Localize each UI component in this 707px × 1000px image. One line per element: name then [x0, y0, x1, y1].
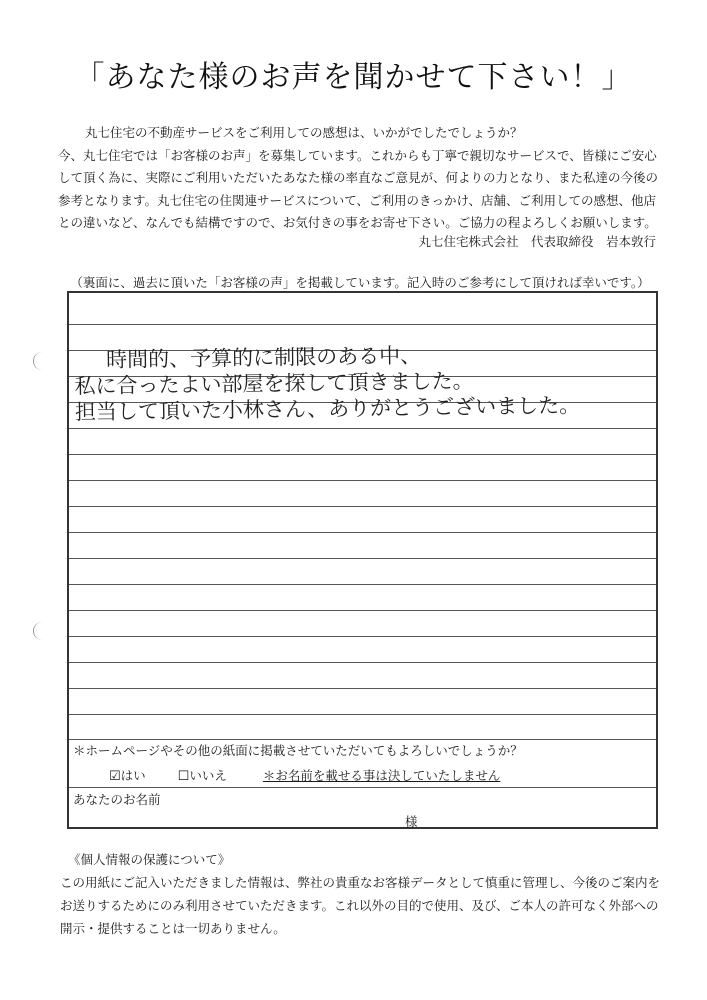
- writing-line: [69, 558, 656, 559]
- privacy-notice: [60, 848, 700, 940]
- writing-line: [69, 636, 656, 637]
- option-no[interactable]: [178, 766, 227, 784]
- option-yes-label: はい: [120, 768, 146, 783]
- writing-line: [69, 532, 656, 533]
- handwritten-comment[interactable]: [74, 340, 581, 425]
- writing-line: [69, 714, 656, 715]
- privacy-line: この用紙にご記入いただきました情報は、弊社の貴重なお客様データとして慎重に管理し、今後のご案内を: [60, 875, 661, 890]
- writing-line: [69, 506, 656, 507]
- name-honorific: 様: [405, 814, 418, 829]
- intro-line: 今、丸七住宅では「お客様のお声」を募集しています。これからも丁寧で親切なサービスで、皆様にご安心: [58, 147, 657, 163]
- option-no-label: いいえ: [189, 768, 227, 783]
- privacy-line: 開示・提供することは一切ありません。: [60, 921, 286, 936]
- writing-line: [69, 662, 656, 663]
- checked-checkbox-icon[interactable]: ☑: [109, 769, 121, 784]
- writing-line: [69, 454, 656, 455]
- punch-mark-bottom: [33, 622, 44, 640]
- privacy-line: お送りするためにのみ利用させていただきます。これ以外の目的で使用、及び、ご本人の許可なく外部への: [60, 898, 659, 913]
- intro-line: 丸七住宅の不動産サービスをご利用しての感想は、いかがでしたでしょうか？: [85, 125, 523, 140]
- writing-line: [69, 688, 656, 689]
- name-privacy-note: ＊お名前を載せる事は決していたしません: [262, 768, 501, 783]
- company-signature: 丸七住宅株式会社 代表取締役 岩本敦行: [418, 234, 656, 249]
- intro-line: 参考となります。丸七住宅の住関連サービスについて、ご利用のきっかけ、店舗、ご利用しての感想、他店: [58, 192, 657, 208]
- reference-note: （裏面に、過去に頂いた「お客様の声」を掲載しています。記入時のご参考にして頂ければ幸いです。）: [70, 275, 650, 290]
- writing-line: [69, 610, 656, 611]
- intro-line: との違いなど、なんでも結構ですので、お気付きの事をお寄せ下さい。ご協力の程よろしくお願いします。: [58, 215, 657, 231]
- intro-text: [58, 122, 658, 235]
- writing-line: [69, 428, 656, 429]
- writing-line: [69, 480, 656, 481]
- checkbox-icon[interactable]: ☐: [177, 769, 190, 784]
- writing-line: [69, 324, 656, 325]
- consent-options: [109, 766, 500, 784]
- page-title: 「あなた様のお声を聞かせて下さい！」: [74, 60, 633, 95]
- consent-question: ＊ホームページやその他の紙面に掲載させていただいてもよろしいでしょうか？: [73, 743, 523, 758]
- section-divider: [69, 739, 656, 740]
- comment-line: 担当して頂いた小林さん、ありがとうございました。: [74, 393, 581, 425]
- comment-line: 時間的、予算的に制限のある中、: [106, 343, 422, 372]
- comment-line: 私に合ったよい部屋を探して頂きました。: [74, 368, 474, 399]
- privacy-heading: 《個人情報の保護について》: [68, 852, 231, 867]
- name-field-label: あなたのお名前: [73, 792, 161, 807]
- intro-line: して頂く為に、実際にご利用いただいたあなた様の率直なご意見が、何よりの力となり、また私達の今後の: [58, 170, 659, 186]
- comment-form: [67, 291, 658, 829]
- option-yes[interactable]: [109, 766, 146, 784]
- writing-line: [69, 584, 656, 585]
- section-divider: [69, 787, 656, 788]
- punch-mark-top: [33, 352, 44, 370]
